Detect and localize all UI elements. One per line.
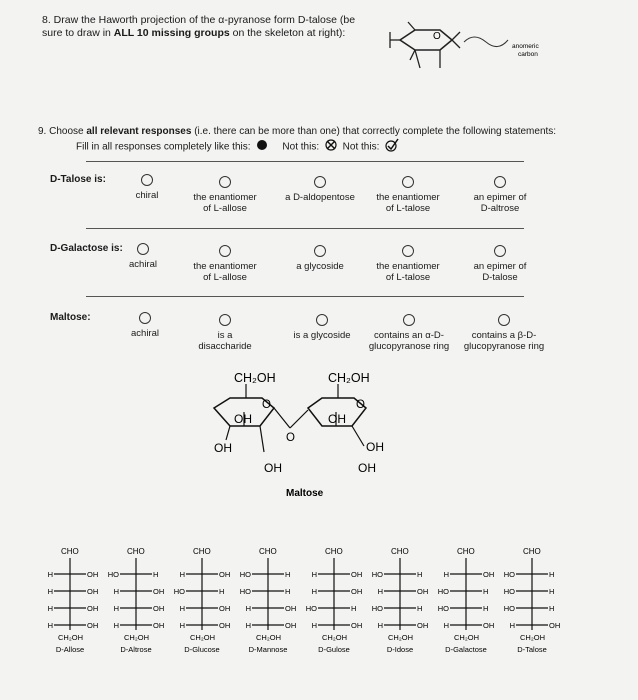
ring-oxygen-label: O [262,399,271,411]
right-substituent: OH [483,621,495,630]
sugar-name: D-Galactose [445,645,487,654]
cho-label: CHO [523,547,541,556]
oh-label: OH [234,412,252,426]
right-substituent: OH [285,621,297,630]
right-substituent: OH [351,570,363,579]
left-substituent: HO [305,604,317,613]
q9-line1 [38,125,578,138]
divider [86,228,524,229]
right-substituent: OH [219,604,231,613]
right-substituent: OH [549,621,561,630]
option-enantiomer-l-allose[interactable] [180,176,270,214]
option-text: the enantiomer [376,192,440,203]
ring-bond [410,50,415,60]
answer-bubble[interactable] [314,176,326,188]
option-text: of L-allose [203,272,247,283]
left-substituent: H [179,604,185,613]
row-label-maltose: Maltose: [50,312,91,323]
ring-bond [260,426,264,452]
answer-bubble[interactable] [314,245,326,257]
checked-bubble-icon [385,138,399,156]
answer-bubble[interactable] [139,312,151,324]
answer-bubble[interactable] [219,314,231,326]
answer-bubble[interactable] [494,176,506,188]
sugar-name: D-Idose [386,645,414,654]
ring-oxygen-label: O [433,31,441,42]
fill-instruction-text: Fill in all responses completely like this: [76,141,251,153]
right-substituent: H [483,604,489,613]
q8-line1: 8. Draw the Haworth projection of the α-pyranose form D-talose (be [42,14,356,26]
haworth-skeleton[interactable] [380,18,570,93]
pyranose-ring [400,30,452,50]
ch2oh-label: CH₂OH [190,633,215,642]
crossed-bubble-icon [325,139,337,155]
left-substituent: HO [371,570,383,579]
oh-label: OH [366,440,384,454]
left-substituent: H [113,604,119,613]
oh-label: OH [264,461,282,475]
sugar-name: D-Allose [55,645,85,654]
left-substituent: H [443,621,449,630]
ch2oh-label: CH₂OH [58,633,83,642]
right-substituent: OH [417,621,429,630]
option-d-aldopentose[interactable] [278,176,362,203]
answer-bubble[interactable] [137,243,149,255]
left-substituent: HO [503,587,515,596]
left-substituent: H [113,621,119,630]
right-substituent: OH [483,570,495,579]
option-text: contains a β-D- [471,330,537,341]
ring-bond [290,410,308,428]
right-substituent: H [549,587,555,596]
option-text: the enantiomer [193,192,257,203]
option-text: of L-talose [385,272,431,283]
right-substituent: OH [153,621,165,630]
ch2oh-label: CH₂OH [124,633,149,642]
option-text: disaccharide [198,341,252,352]
sugar-name: D-Altrose [120,645,152,654]
answer-bubble[interactable] [402,245,414,257]
q9-fill-instructions [38,138,578,156]
q9-line1-end: (i.e. there can be more than one) that correctly complete the following statements: [191,126,557,137]
left-substituent: H [245,604,251,613]
left-substituent: H [311,587,317,596]
right-substituent: OH [219,621,231,630]
option-achiral[interactable] [118,243,168,270]
left-substituent: H [179,570,185,579]
cho-label: CHO [127,547,145,556]
left-substituent: H [113,587,119,596]
question-9 [38,125,578,156]
right-substituent: H [153,570,159,579]
right-substituent: H [351,604,357,613]
row-label-d-galactose: D-Galactose is: [50,243,123,254]
ring-bond [452,32,460,40]
option-enantiomer-l-allose[interactable] [180,245,270,283]
option-text: glucopyranose ring [368,341,450,352]
right-substituent: H [285,570,291,579]
maltose-name: Maltose [286,488,324,499]
option-enantiomer-l-talose[interactable] [366,176,450,214]
fischer-projections [30,540,630,680]
option-glycoside[interactable] [280,314,364,341]
left-substituent: HO [173,587,185,596]
q8-line2-end: on the skeleton at right): [229,27,346,39]
ring-bond [226,426,230,440]
left-substituent: H [179,621,185,630]
right-substituent: H [549,604,555,613]
q9-emphasis: all relevant responses [86,126,192,137]
answer-bubble[interactable] [219,245,231,257]
ch2oh-label: CH₂OH [328,371,370,385]
cho-label: CHO [325,547,343,556]
right-substituent: H [219,587,225,596]
filled-bubble-icon [256,139,268,155]
option-text: is a [217,330,233,341]
left-substituent: H [311,621,317,630]
ring-bond [352,426,364,446]
answer-bubble[interactable] [498,314,510,326]
option-text: chiral [135,190,159,201]
option-glycoside[interactable] [278,245,362,272]
left-substituent: H [509,621,515,630]
option-text: contains an α-D- [374,330,444,341]
left-substituent: HO [107,570,119,579]
left-substituent: HO [239,570,251,579]
divider [86,161,524,162]
question-8 [42,14,372,40]
left-substituent: HO [437,587,449,596]
option-chiral[interactable] [122,174,172,201]
right-substituent: OH [351,621,363,630]
spacer [352,426,356,456]
maltose-structure [200,368,440,503]
answer-bubble[interactable] [316,314,328,326]
ring-bond [408,22,415,30]
cho-label: CHO [391,547,409,556]
right-substituent: H [417,570,423,579]
ch2oh-label: CH₂OH [256,633,281,642]
option-achiral[interactable] [120,312,170,339]
option-text: D-talose [482,272,518,283]
ch2oh-label: CH₂OH [322,633,347,642]
q9-line1-start: 9. Choose [38,126,87,137]
ring-bond [415,50,420,68]
cho-label: CHO [457,547,475,556]
right-substituent: OH [153,587,165,596]
option-text: of L-talose [385,203,431,214]
oh-label: OH [328,412,346,426]
right-substituent: OH [219,570,231,579]
row-label-d-talose: D-Talose is: [50,174,106,185]
anomeric-arrow [464,37,508,47]
answer-bubble[interactable] [219,176,231,188]
answer-bubble[interactable] [141,174,153,186]
option-text: is a glycoside [293,330,351,341]
glycosidic-oxygen-label: O [286,432,295,444]
option-text: the enantiomer [376,261,440,272]
ch2oh-label: CH₂OH [454,633,479,642]
q8-line2 [42,27,372,40]
cho-label: CHO [61,547,79,556]
left-substituent: H [311,570,317,579]
option-alpha-glucopyranose[interactable] [364,314,454,352]
right-substituent: H [285,587,291,596]
answer-bubble[interactable] [403,314,415,326]
ring-bond [452,40,460,48]
left-substituent: H [47,621,53,630]
option-text: achiral [131,328,159,339]
answer-bubble[interactable] [494,245,506,257]
left-substituent: HO [503,604,515,613]
right-substituent: OH [153,604,165,613]
divider [86,296,524,297]
left-substituent: H [47,570,53,579]
option-epimer-d-talose[interactable] [458,245,542,283]
right-substituent: H [549,570,555,579]
q8-emphasis: ALL 10 missing groups [113,27,230,39]
left-substituent: HO [503,570,515,579]
anomeric-label: anomeric [512,43,539,50]
option-text: glucopyranose ring [463,341,545,352]
option-text: of L-allose [203,203,247,214]
right-substituent: OH [87,570,99,579]
left-substituent: HO [239,587,251,596]
left-substituent: H [47,604,53,613]
option-enantiomer-l-talose[interactable] [366,245,450,283]
right-substituent: OH [417,587,429,596]
right-substituent: OH [87,587,99,596]
ring-oxygen-label: O [356,399,365,411]
left-substituent: H [377,587,383,596]
sugar-name: D-Talose [517,645,547,654]
sugar-name: D-Gulose [318,645,350,654]
option-text: an epimer of [473,261,527,272]
option-epimer-d-altrose[interactable] [458,176,542,214]
sugar-name: D-Glucose [184,645,220,654]
right-substituent: OH [351,587,363,596]
left-substituent: H [245,621,251,630]
option-beta-glucopyranose[interactable] [454,314,554,352]
right-substituent: H [417,604,423,613]
answer-bubble[interactable] [402,176,414,188]
not-this-label-1: Not this: [282,141,320,153]
option-text: achiral [129,259,157,270]
option-text: the enantiomer [193,261,257,272]
carbon-label: carbon [518,51,538,58]
option-text: a glycoside [296,261,344,272]
sugar-name: D-Mannose [248,645,288,654]
cho-label: CHO [193,547,211,556]
left-substituent: H [47,587,53,596]
oh-label: OH [214,441,232,455]
option-text: a D-aldopentose [285,192,355,203]
right-substituent: OH [87,604,99,613]
option-disaccharide[interactable] [180,314,270,352]
cho-label: CHO [259,547,277,556]
ch2oh-label: CH₂OH [520,633,545,642]
right-substituent: OH [285,604,297,613]
not-this-label-2: Not this: [342,141,380,153]
oh-label: OH [358,461,376,475]
option-text: an epimer of [473,192,527,203]
ring-bond [274,408,290,428]
ch2oh-label: CH₂OH [234,371,276,385]
right-substituent: OH [87,621,99,630]
left-substituent: H [377,621,383,630]
left-substituent: HO [437,604,449,613]
left-substituent: H [443,570,449,579]
ch2oh-label: CH₂OH [388,633,413,642]
q8-line2-start: sure to draw in [42,27,114,39]
right-substituent: H [483,587,489,596]
option-text: D-altrose [480,203,520,214]
left-substituent: HO [371,604,383,613]
